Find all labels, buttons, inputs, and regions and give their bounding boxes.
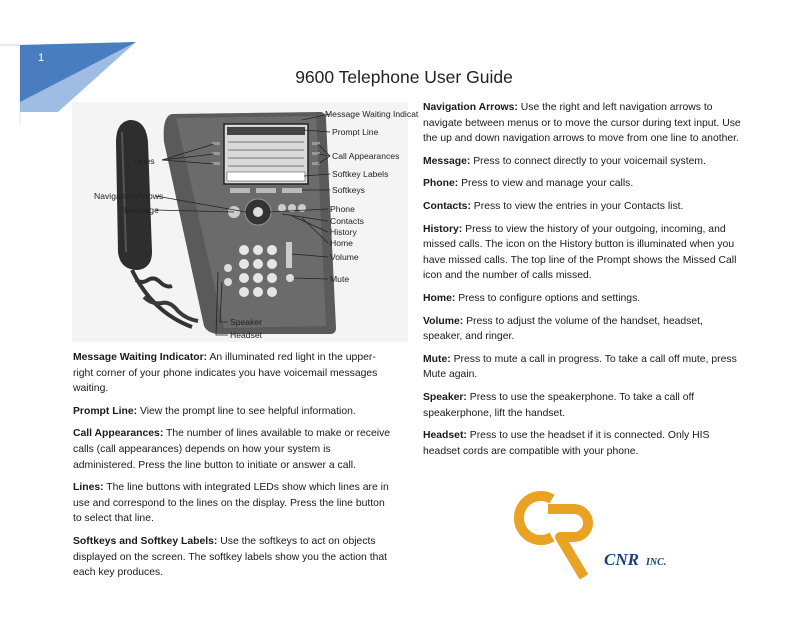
label-prompt-line: Prompt Line: [332, 127, 379, 137]
description: Use the right and left navigation arrows to navigate between menus or to move the cursor during text input. Use the up and down navigation arrows to move from one line to another.: [423, 102, 741, 145]
term: Mute:: [423, 353, 451, 365]
paragraph-prompt-line: [73, 404, 395, 420]
term: Lines:: [73, 482, 104, 494]
paragraph-softkeys: [73, 534, 395, 581]
label-home: Home: [330, 238, 353, 248]
paragraph-history: [423, 222, 743, 284]
description: Press to use the headset if it is connected. Only HIS headset cords are compatible with your phone.: [423, 430, 710, 457]
label-phone: Phone: [330, 204, 355, 214]
term: History:: [423, 223, 463, 235]
term: Message Waiting Indicator:: [73, 352, 208, 363]
label-navigation-arrows: Navigation Arrows: [94, 191, 164, 201]
paragraph-speaker: [423, 390, 743, 421]
paragraph-message-waiting: [73, 350, 395, 397]
paragraph-message: [423, 154, 743, 170]
label-headset: Headset: [230, 330, 263, 340]
term: Speaker:: [423, 391, 467, 403]
term: Call Appearances:: [73, 428, 164, 440]
term: Message:: [423, 155, 471, 167]
description: View the prompt line to see helpful information.: [137, 405, 356, 417]
page-title: 9600 Telephone User Guide: [295, 67, 513, 87]
description: Press to view the history of your outgoing, incoming, and missed calls. The icon on the History button is illuminated when you have missed calls. The top line of the Prompt shows the Missed Call icon and the number of calls missed.: [423, 223, 737, 282]
left-column: [73, 350, 395, 588]
term: Phone:: [423, 178, 459, 190]
description: Press to view the entries in your Contacts list.: [470, 200, 684, 212]
right-column: [423, 100, 743, 466]
label-softkeys: Softkeys: [332, 185, 365, 195]
paragraph-volume: [423, 314, 743, 345]
page-number: 1: [38, 52, 45, 64]
description: Press to connect directly to your voicemail system.: [470, 155, 706, 167]
paragraph-home: [423, 291, 743, 307]
paragraph-contacts: [423, 199, 743, 215]
label-lines: Lines: [134, 156, 155, 166]
term: Headset:: [423, 430, 467, 442]
phone-diagram: [72, 102, 419, 342]
paragraph-navigation-arrows: [423, 100, 743, 147]
description: Use the softkeys to act on objects displayed on the screen. The softkey labels show you the action that each key produces.: [73, 535, 388, 579]
paragraph-call-appearances: [73, 426, 395, 473]
label-call-appearances: Call Appearances: [332, 151, 400, 161]
paragraph-phone: [423, 176, 743, 192]
label-message: Message: [124, 205, 159, 215]
description: Press to use the speakerphone. To take a call off speakerphone, lift the handset.: [423, 391, 695, 419]
paragraph-mute: [423, 352, 743, 383]
term: Home:: [423, 292, 456, 304]
term: Navigation Arrows:: [423, 102, 518, 113]
description: Press to configure options and settings.: [455, 292, 641, 304]
cnr-logo: [508, 485, 678, 583]
label-contacts: Contacts: [330, 216, 364, 226]
term: Contacts:: [423, 200, 471, 212]
label-mute: Mute: [330, 274, 350, 284]
paragraph-headset: [423, 428, 743, 459]
description: The number of lines available to make or receive calls (call appearances) depends on how your system is administered. Press the line button to initiate or answer a call.: [73, 428, 391, 471]
description: Press to view and manage your calls.: [458, 178, 634, 190]
label-history: History: [330, 227, 357, 237]
description: Press to adjust the volume of the handset, headset, speaker, and ringer.: [423, 315, 703, 343]
description: An illuminated red light in the upper-right corner of your phone indicates you have voicemail messages waiting.: [73, 352, 378, 395]
label-softkey-labels: Softkey Labels: [332, 169, 389, 179]
term: Volume:: [423, 315, 464, 327]
label-speaker: Speaker: [230, 317, 263, 327]
term: Prompt Line:: [73, 405, 138, 417]
paragraph-lines: [73, 480, 395, 527]
term: Softkeys and Softkey Labels:: [73, 535, 218, 547]
label-volume: Volume: [330, 252, 359, 262]
logo-text-main: CNR: [604, 550, 639, 569]
description: Press to mute a call in progress. To take a call off mute, press Mute again.: [423, 353, 737, 381]
label-message-waiting: Message Waiting Indicat: [325, 109, 419, 119]
description: The line buttons with integrated LEDs show which lines are in use and correspond to the lines on the display. Press the line button to select that line.: [73, 482, 389, 525]
logo-text-suffix: INC.: [646, 557, 667, 568]
